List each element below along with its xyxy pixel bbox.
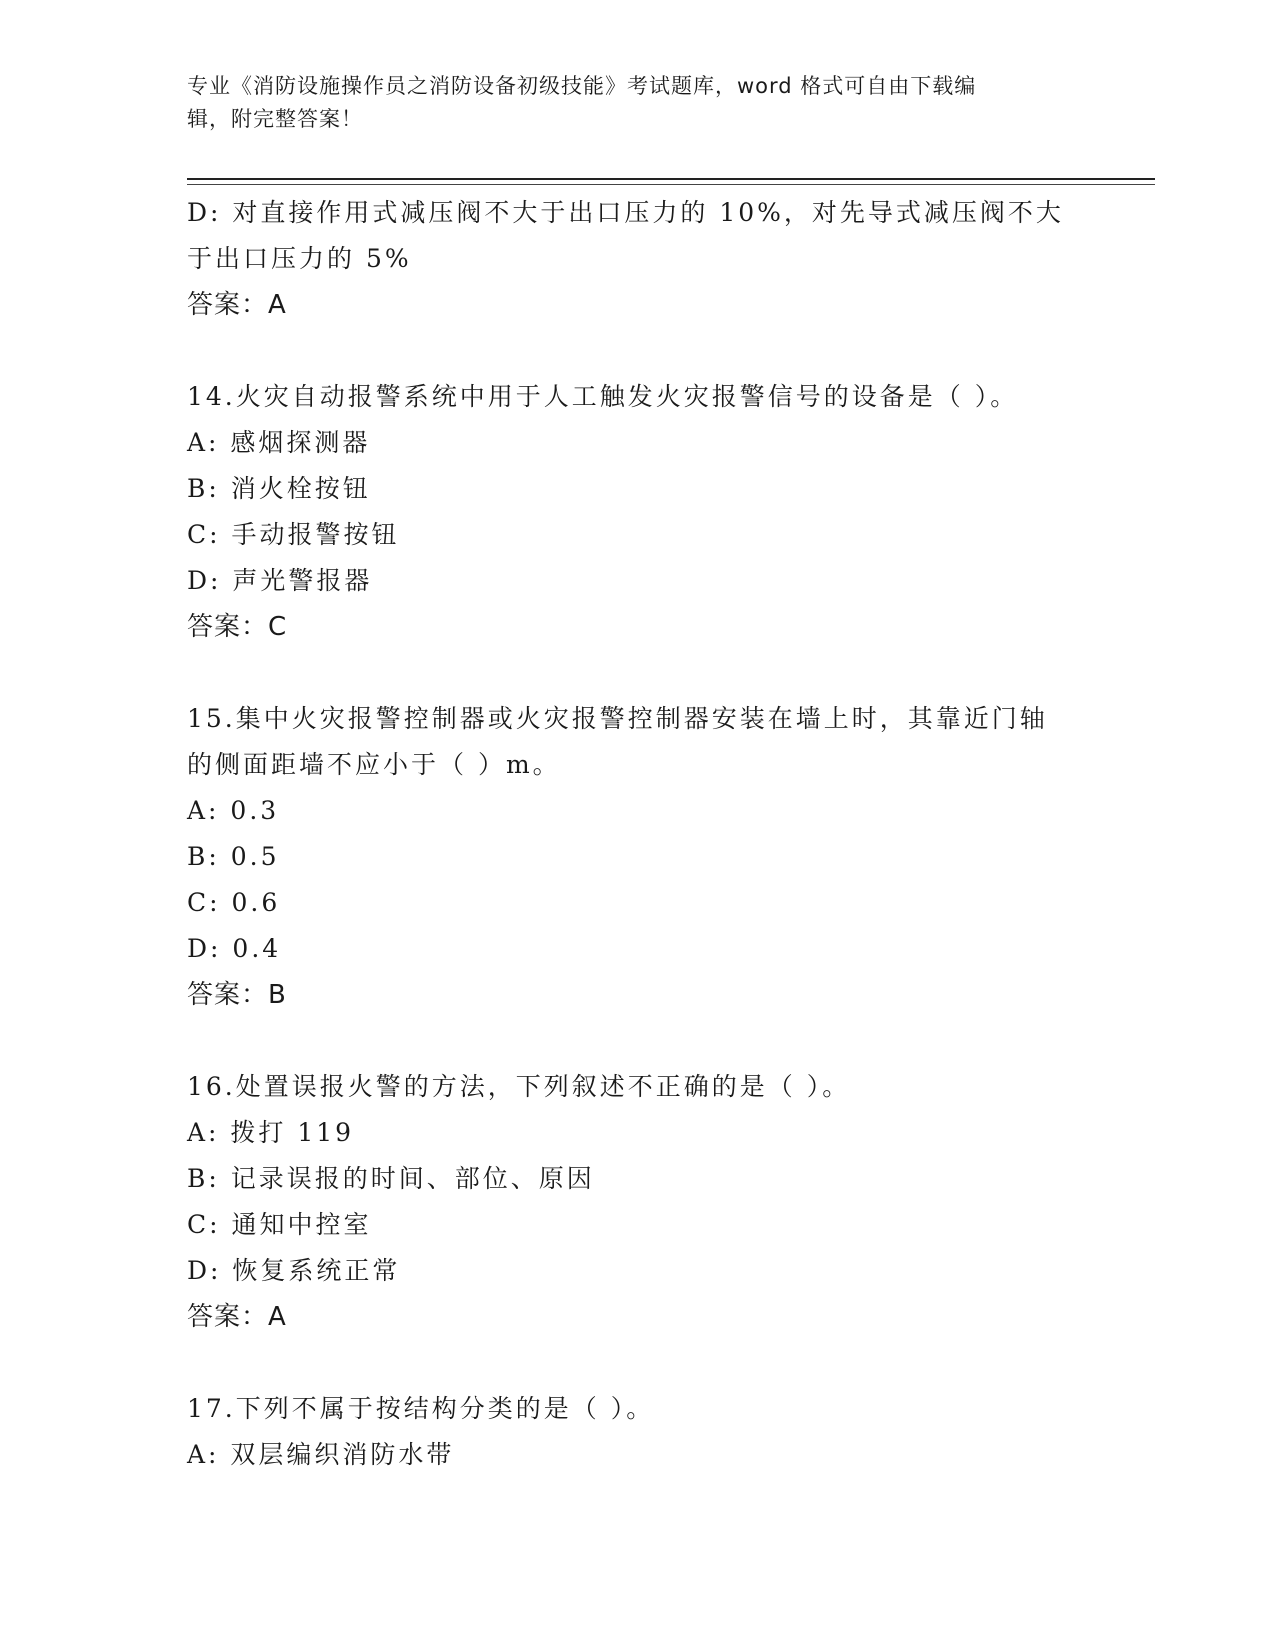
option-a: A: 感烟探测器	[187, 428, 371, 457]
document-header	[187, 70, 1067, 136]
answer: 答案：C	[187, 612, 288, 642]
question-13-tail	[187, 190, 1087, 328]
header-rule-thick	[187, 178, 1155, 180]
option-d: D: 恢复系统正常	[187, 1256, 401, 1285]
header-line-2: 辑，附完整答案！	[187, 107, 363, 131]
question-stem: 17.下列不属于按结构分类的是（ ）。	[187, 1394, 655, 1423]
answer: 答案：A	[187, 290, 287, 320]
spacer	[187, 1340, 1087, 1386]
option-c: C: 手动报警按钮	[187, 520, 400, 549]
option-a: A: 0.3	[187, 796, 280, 825]
question-15	[187, 696, 1087, 1018]
question-stem: 16.处置误报火警的方法，下列叙述不正确的是（ ）。	[187, 1072, 851, 1101]
option-d: D: 0.4	[187, 934, 282, 963]
header-rule-thin	[187, 184, 1155, 185]
question-stem: 15.集中火灾报警控制器或火灾报警控制器安装在墙上时，其靠近门轴	[187, 704, 1048, 733]
question-stem: 14.火灾自动报警系统中用于人工触发火灾报警信号的设备是（ ）。	[187, 382, 1019, 411]
spacer	[187, 1018, 1087, 1064]
option-b: B: 0.5	[187, 842, 280, 871]
question-16	[187, 1064, 1087, 1340]
option-d: D: 对直接作用式减压阀不大于出口压力的 10%，对先导式减压阀不大	[187, 198, 1064, 227]
option-b: B: 消火栓按钮	[187, 474, 371, 503]
question-17	[187, 1386, 1087, 1478]
question-stem-continued: 的侧面距墙不应小于（ ）m。	[187, 750, 561, 779]
option-a: A: 拨打 119	[187, 1118, 355, 1147]
answer: 答案：A	[187, 1302, 287, 1332]
option-c: C: 通知中控室	[187, 1210, 372, 1239]
option-b: B: 记录误报的时间、部位、原因	[187, 1164, 595, 1193]
question-14	[187, 374, 1087, 650]
option-d-continued: 于出口压力的 5%	[187, 244, 412, 273]
question-list	[187, 190, 1087, 1478]
option-a: A: 双层编织消防水带	[187, 1440, 455, 1469]
option-c: C: 0.6	[187, 888, 281, 917]
option-d: D: 声光警报器	[187, 566, 373, 595]
header-line-1: 专业《消防设施操作员之消防设备初级技能》考试题库，word 格式可自由下载编	[187, 74, 977, 98]
spacer	[187, 650, 1087, 696]
answer: 答案：B	[187, 980, 287, 1010]
spacer	[187, 328, 1087, 374]
